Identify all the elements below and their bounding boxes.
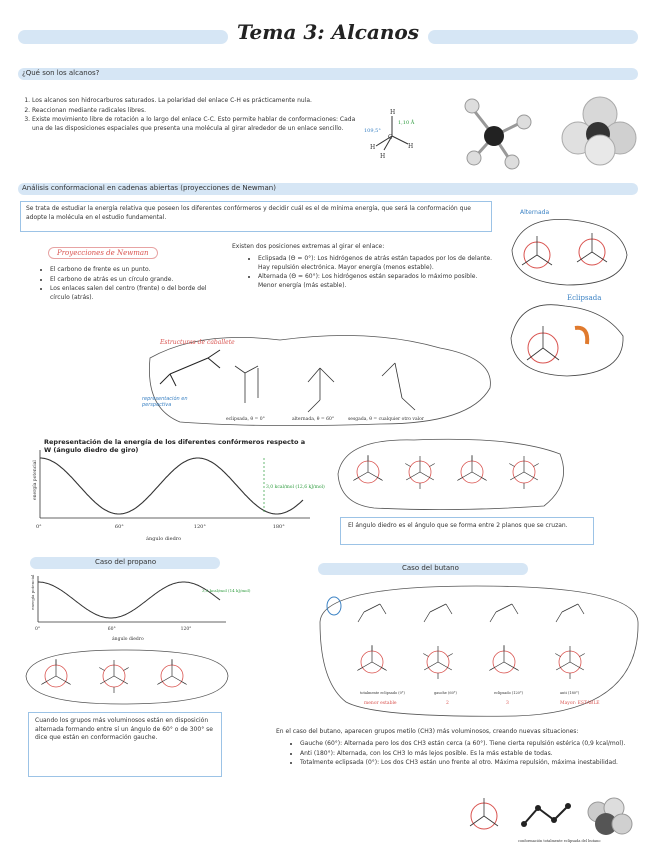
intro-text: Se trata de estudiar la energía relativa que poseen los diferentes confórmeros y decidir cuál es el de mínima energía, que será la conformación que adopte la molécula en el estudio fundamental.	[26, 205, 471, 221]
list-item: • Totalmente eclipsada (0°): Los dos CH3 están uno frente al otro. Máxima repulsión, máxima inestabilidad.	[300, 759, 636, 768]
propano-xlabel: ángulo diedro	[112, 637, 144, 642]
propano-newman-row	[22, 646, 232, 708]
caption-sesgada: sesgada, θ = cualquier otro valor	[348, 417, 424, 422]
propano-tick-label: 120°	[180, 627, 192, 632]
sawhorse-molecule	[160, 350, 220, 386]
newman-title: Proyecciones de Newman	[48, 247, 158, 259]
energy-tick-label: 180°	[272, 524, 285, 530]
butano-caption: anti (180°)	[560, 691, 580, 695]
eclipsed-structure	[235, 366, 258, 403]
methane-space-filling	[562, 97, 636, 165]
page-title: Tema 3: Alcanos	[236, 20, 420, 44]
propano-barrier-label: 3,3 kcal/mol (14 kJ/mol)	[202, 588, 251, 593]
caption-eclipsada: eclipsada, θ = 0°	[226, 417, 265, 422]
bond-length-label: 1,10 Å	[398, 120, 415, 126]
svg-text:H: H	[380, 153, 386, 160]
list-item: 3. Existe movimiento libre de rotación a lo largo del enlace C-C. Esto permite hablar de conformaciones: Cada una de las disposiciones espaciales que presenta una molécula al girar alrededor de un enlace sencillo.	[32, 116, 365, 133]
butano-heading: Caso del butano	[402, 564, 459, 572]
eclipsada-note: Eclipsada	[567, 294, 602, 302]
energy-tick-label: 120°	[193, 524, 206, 530]
butano-mark: 3	[506, 701, 509, 706]
list-item: • Gauche (60°): Alternada pero los dos CH3 están cerca (a 60°). Tiene cierta repulsión estérica (0,9 kcal/mol).	[300, 740, 636, 749]
energy-tick-label: 0°	[36, 524, 42, 530]
newman-list	[38, 266, 226, 303]
list-item: 1. Los alcanos son hidrocarburos saturados. La polaridad del enlace C-H es prácticamente nula.	[32, 97, 365, 106]
methane-figures	[362, 86, 644, 170]
butano-list	[288, 740, 636, 769]
propano-tick-label: 0°	[35, 627, 41, 632]
angle-label: 109,5°	[364, 128, 381, 134]
propano-curve	[38, 582, 220, 618]
newman-rotation-figure	[334, 434, 574, 512]
definition-list	[20, 97, 365, 134]
newman-eclipsada-figure	[505, 288, 645, 380]
energy-tick-label: 60°	[114, 524, 124, 530]
list-item: • El carbono de frente es un punto.	[50, 266, 226, 275]
svg-text:C: C	[388, 134, 393, 141]
svg-text:H: H	[370, 144, 376, 151]
positions-list	[246, 255, 494, 291]
butano-caption: totalmente eclipsado (0°)	[360, 691, 405, 695]
sawhorse-structures	[140, 328, 500, 428]
sawhorse-label: Estructuras de caballete	[160, 339, 235, 346]
staggered-structure	[308, 368, 334, 412]
propano-chart	[20, 570, 251, 648]
energy-chart-title: Representación de la energía de los diferentes confórmeros respecto a W (ángulo diedro de giro)	[44, 438, 306, 454]
svg-text:H: H	[408, 143, 414, 150]
alternada-note: Alternada	[520, 209, 550, 216]
butano-mark: Mayor: ESTABLE	[560, 701, 600, 706]
list-item: • Alternada (Θ = 60°): Los hidrógenos están separados lo máximo posible. Menor energía (más estable).	[258, 273, 494, 290]
butano-figures	[316, 582, 644, 722]
gauche-text: Cuando los grupos más voluminosos están en disposición alternada formando entre sí un ángulo de 60° o de 300° se dice que están en conformación gauche.	[35, 717, 213, 741]
butano-caption: eclipsado (120°)	[494, 691, 524, 695]
energy-xlabel: ángulo diedro	[146, 536, 182, 542]
butano-eclipsed-figure	[458, 790, 648, 846]
section-heading: Análisis conformacional en cadenas abiertas (proyecciones de Newman)	[22, 184, 276, 192]
section-heading: ¿Qué son los alcanos?	[22, 69, 100, 77]
skew-structure	[382, 363, 415, 410]
caption-alternada: alternada, θ = 60°	[292, 417, 335, 422]
diedro-text: El ángulo diedro es el ángulo que se forma entre 2 planos que se cruzan.	[348, 522, 568, 529]
bottom-caption: conformación totalmente eclipsada del butano	[518, 839, 601, 843]
propano-heading: Caso del propano	[95, 558, 157, 566]
section-heading-bar	[18, 68, 638, 80]
butano-caption: gauche (60°)	[434, 691, 457, 695]
propano-ylabel: energía potencial	[30, 574, 35, 610]
butano-intro: En el caso del butano, aparecen grupos metilo (CH3) más voluminosos, creando nuevas situaciones:	[276, 728, 579, 735]
butano-mark: menor estable	[364, 701, 397, 706]
sawhorse-note: representación en perspectiva	[142, 396, 188, 408]
energy-barrier-label: 3,0 kcal/mol (12,6 kJ/mol)	[266, 485, 325, 490]
propano-tick-label: 60°	[107, 627, 116, 632]
list-item: 2. Reaccionan mediante radicales libres.	[32, 107, 365, 116]
list-item: • Anti (180°): Alternada, con los CH3 lo más lejos posible. Es la más estable de todas.	[300, 750, 636, 759]
positions-intro: Existen dos posiciones extremas al girar el enlace:	[232, 243, 385, 250]
list-item: • Eclipsada (Θ = 0°): Los hidrógenos de atrás están tapados por los de delante. Hay repulsión electrónica. Mayor energía (menos estable).	[258, 255, 494, 272]
butano-mark: 2	[446, 701, 449, 706]
energy-ylabel: energía potencial	[33, 460, 38, 500]
newman-alternada-figure	[502, 200, 642, 290]
propano-series-line	[38, 582, 220, 618]
list-item: • El carbono de atrás es un círculo grande.	[50, 276, 226, 285]
list-item: • Los enlaces salen del centro (frente) o del borde del círculo (atrás).	[50, 285, 226, 302]
svg-text:H: H	[390, 109, 396, 116]
